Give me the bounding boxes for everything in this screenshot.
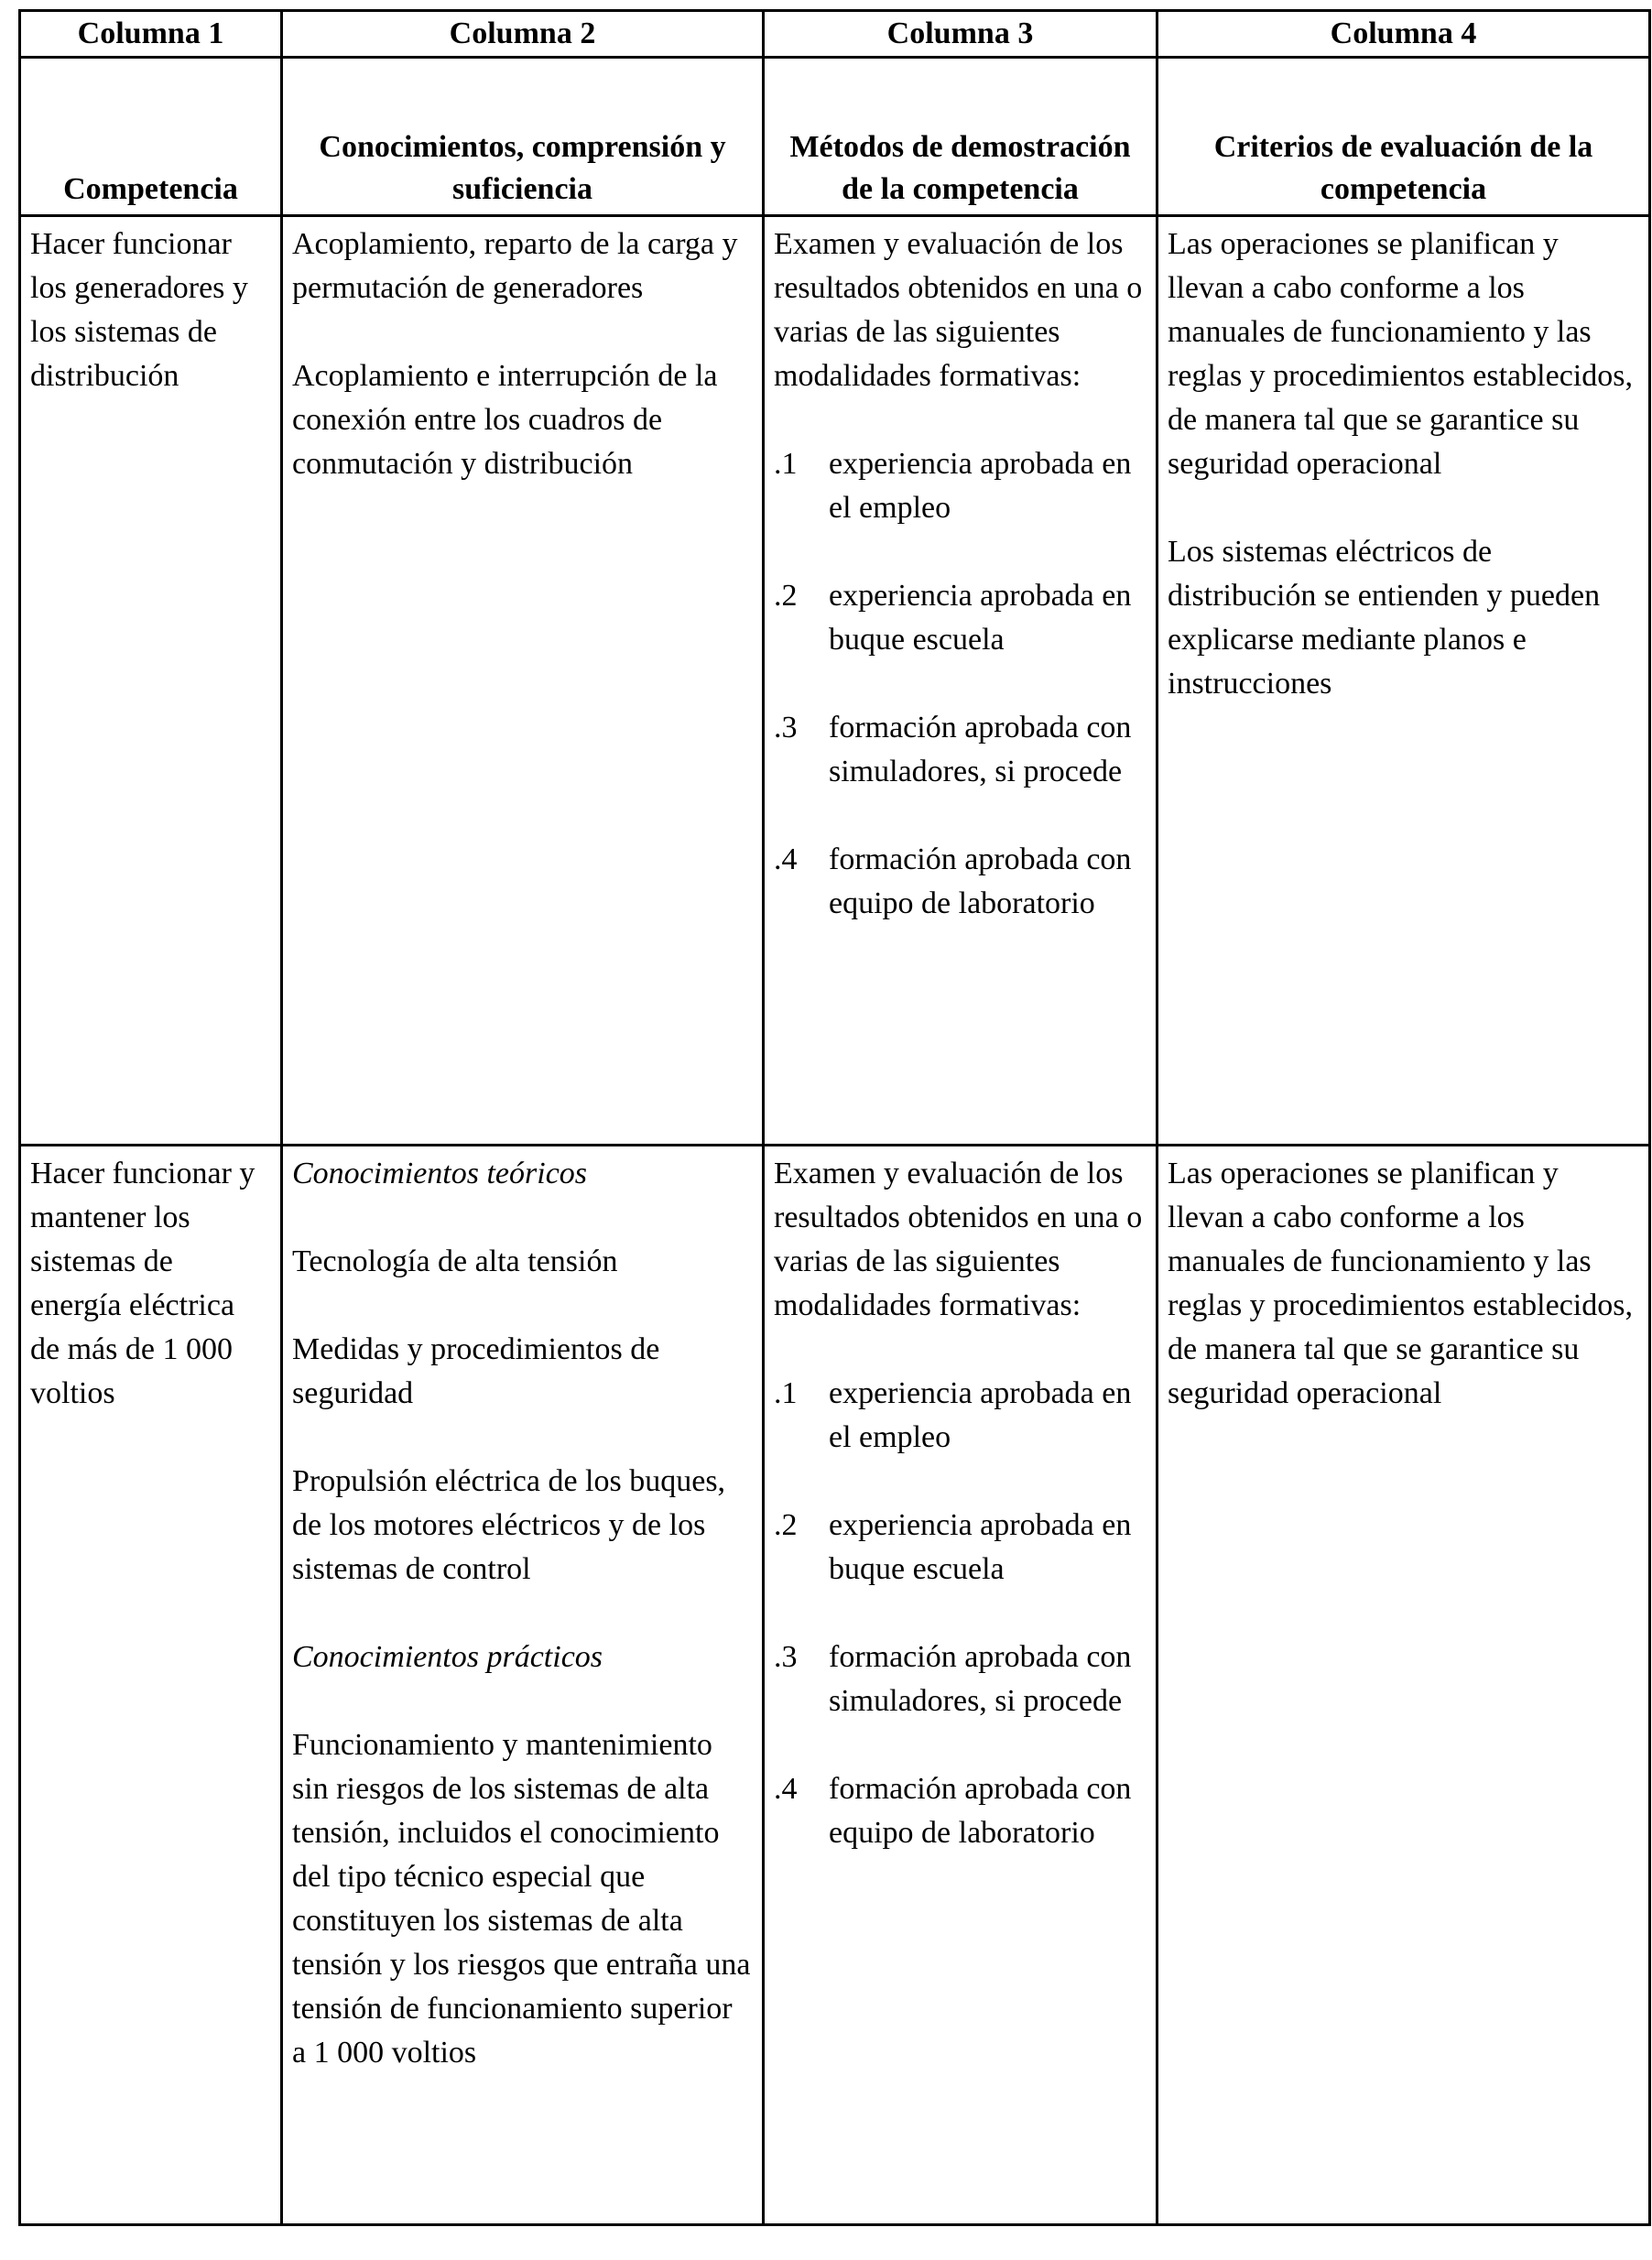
- conocimientos-cell: [282, 1146, 764, 2225]
- criterios-paragraph: Las operaciones se planifican y llevan a cabo conforme a los manuales de funcionamiento y las reglas y procedimientos establecidos, de manera tal que se garantice su seguridad operacional: [1168, 227, 1633, 481]
- metodo-item: [774, 1635, 1147, 1723]
- metodo-item: [774, 1504, 1147, 1592]
- metodo-text: experiencia aprobada en buque escuela: [829, 1508, 1132, 1586]
- competencia-text: Hacer funcionar y mantener los sistemas de energía eléctrica de más de 1 000 voltios: [30, 1157, 255, 1410]
- conocimientos-paragraph: Funcionamiento y mantenimiento sin riesgos de los sistemas de alta tensión, incluidos el conocimiento del tipo técnico especial que constituyen los sistemas de alta tensión y los riesgos que entraña una tensión de funcionamiento superior a 1 000 voltios: [292, 1728, 751, 2070]
- metodo-text: experiencia aprobada en buque escuela: [829, 579, 1132, 657]
- metodos-intro: Examen y evaluación de los resultados obtenidos en una o varias de las siguientes modalidades formativas:: [774, 227, 1143, 393]
- metodo-text: experiencia aprobada en el empleo: [829, 1376, 1132, 1454]
- criterios-paragraph: Los sistemas eléctricos de distribución se entienden y pueden explicarse mediante planos e instrucciones: [1168, 535, 1601, 701]
- conocimientos-cell: [282, 216, 764, 1146]
- header-conocimientos: Conocimientos, comprensión y suficiencia: [282, 58, 764, 216]
- metodo-item: [774, 1372, 1147, 1460]
- metodo-number: .3: [774, 1640, 798, 1674]
- competencia-cell: [20, 1146, 282, 2225]
- conocimientos-paragraph: Propulsión eléctrica de los buques, de los motores eléctricos y de los sistemas de control: [292, 1464, 726, 1586]
- column-number-3: Columna 3: [764, 11, 1157, 58]
- conocimientos-paragraph: Acoplamiento e interrupción de la conexión entre los cuadros de conmutación y distribución: [292, 359, 718, 481]
- metodo-number: .4: [774, 842, 798, 876]
- criterios-cell: [1157, 1146, 1650, 2225]
- competence-table: [18, 9, 1651, 2226]
- metodo-item: [774, 574, 1147, 662]
- criterios-paragraph: Las operaciones se planifican y llevan a cabo conforme a los manuales de funcionamiento y las reglas y procedimientos establecidos, de manera tal que se garantice su seguridad operacional: [1168, 1157, 1633, 1410]
- metodo-item: [774, 706, 1147, 794]
- column-number-2: Columna 2: [282, 11, 764, 58]
- metodo-text: formación aprobada con equipo de laboratorio: [829, 1772, 1132, 1850]
- column-number-4: Columna 4: [1157, 11, 1650, 58]
- metodo-item: [774, 442, 1147, 530]
- competencia-cell: [20, 216, 282, 1146]
- metodo-number: .1: [774, 447, 798, 481]
- metodo-text: formación aprobada con equipo de laboratorio: [829, 842, 1132, 920]
- metodo-number: .1: [774, 1376, 798, 1410]
- metodo-number: .3: [774, 711, 798, 744]
- table-row: [20, 1146, 1650, 2225]
- conocimientos-paragraph: Tecnología de alta tensión: [292, 1244, 618, 1278]
- table-row: [20, 216, 1650, 1146]
- column-number-row: [20, 11, 1650, 58]
- metodo-text: formación aprobada con simuladores, si procede: [829, 1640, 1132, 1718]
- header-criterios: Criterios de evaluación de la competencia: [1157, 58, 1650, 216]
- metodo-text: formación aprobada con simuladores, si procede: [829, 711, 1132, 788]
- column-number-1: Columna 1: [20, 11, 282, 58]
- conocimientos-teoricos-heading: Conocimientos teóricos: [292, 1157, 588, 1190]
- metodo-number: .4: [774, 1772, 798, 1806]
- header-row: [20, 58, 1650, 216]
- metodos-cell: [764, 1146, 1157, 2225]
- competencia-text: Hacer funcionar los generadores y los sistemas de distribución: [30, 227, 248, 393]
- criterios-cell: [1157, 216, 1650, 1146]
- metodos-cell: [764, 216, 1157, 1146]
- metodo-number: .2: [774, 579, 798, 613]
- metodos-intro: Examen y evaluación de los resultados obtenidos en una o varias de las siguientes modalidades formativas:: [774, 1157, 1143, 1322]
- conocimientos-paragraph: Medidas y procedimientos de seguridad: [292, 1332, 660, 1410]
- conocimientos-practicos-heading: Conocimientos prácticos: [292, 1640, 603, 1674]
- metodo-item: [774, 1767, 1147, 1855]
- metodo-item: [774, 838, 1147, 926]
- header-competencia: Competencia: [20, 58, 282, 216]
- metodo-text: experiencia aprobada en el empleo: [829, 447, 1132, 525]
- header-metodos: Métodos de demostración de la competencia: [764, 58, 1157, 216]
- metodo-number: .2: [774, 1508, 798, 1542]
- conocimientos-paragraph: Acoplamiento, reparto de la carga y permutación de generadores: [292, 227, 738, 305]
